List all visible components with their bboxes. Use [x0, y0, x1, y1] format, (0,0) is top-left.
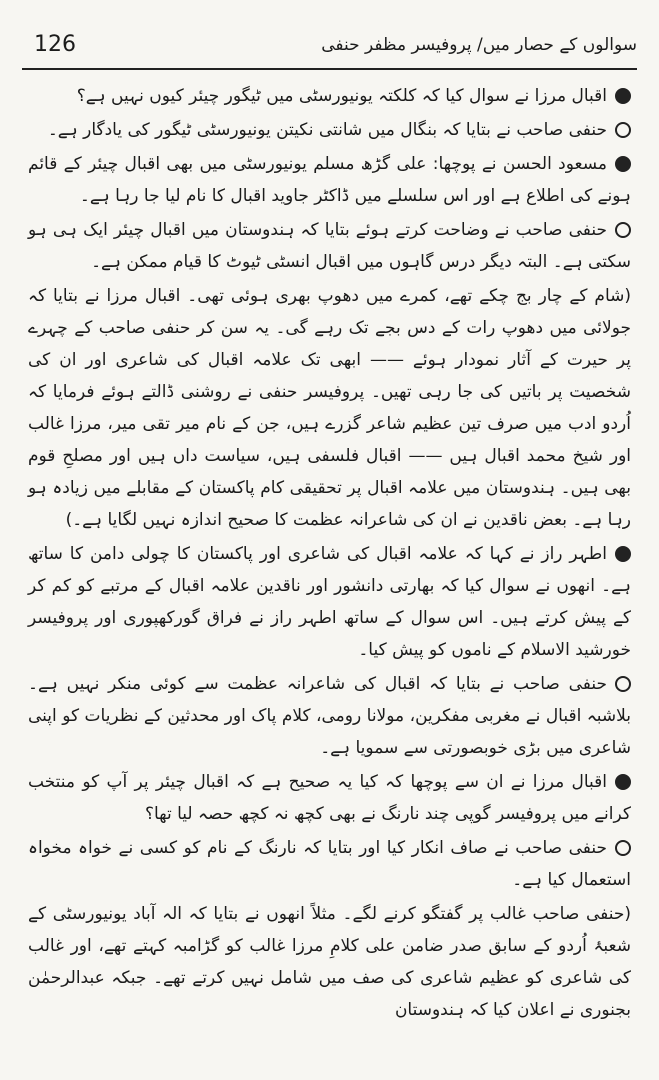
paragraph-text: اقبال مرزا نے سوال کیا کہ کلکتہ یونیورسٹی میں ٹیگور چیئر کیوں نہیں ہے؟	[76, 86, 607, 106]
header-rule	[22, 68, 637, 70]
filled-bullet-icon	[615, 156, 631, 172]
paragraph-text: حنفی صاحب نے صاف انکار کیا اور بتایا کہ نارنگ کے نام کو کسی نے خواہ مخواہ استعمال کیا ہے۔	[28, 838, 631, 890]
page-body	[28, 80, 631, 1028]
narration-paragraph	[28, 898, 631, 1026]
paragraph-text: حنفی صاحب نے بتایا کہ اقبال کی شاعرانہ عظمت سے کوئی منکر نہیں ہے۔ بلاشبہ اقبال نے مغربی مفکرین، مولانا رومی، کلام پاک اور محدثین کے نظریات کو اپنی شاعری میں بڑی خوبصورتی سے سمویا ہے۔	[28, 674, 631, 758]
answer-paragraph	[28, 832, 631, 896]
paragraph-text: اقبال مرزا نے ان سے پوچھا کہ کیا یہ صحیح ہے کہ اقبال چیئر پر آپ کو منتخب کرانے میں پروفیسر گوپی چند نارنگ نے بھی کچھ نہ کچھ حصہ لیا تھا؟	[28, 772, 631, 824]
open-bullet-icon	[615, 840, 631, 856]
filled-bullet-icon	[615, 88, 631, 104]
paragraph-text: (شام کے چار بج چکے تھے، کمرے میں دھوپ بھری ہوئی تھی۔ اقبال مرزا نے بتایا کہ جولائی میں دھوپ رات کے دس بجے تک رہے گی۔ یہ سن کر حنفی صاحب کے چہرے پر حیرت کے آثار نمودار ہوئے —— ابھی تک علامہ اقبال کی شاعری اور ان کی شخصیت پر باتیں کی جا رہی تھیں۔ پروفیسر حنفی نے روشنی ڈالتے ہوئے فرمایا کہ اُردو ادب میں صرف تین عظیم شاعر گزرے ہیں، جن کے نام میر تقی میر، مرزا غالب اور شیخ محمد اقبال ہیں —— اقبال فلسفی ہیں، سیاست داں ہیں اور مصلحِ قوم بھی ہیں۔ ہندوستان میں علامہ اقبال پر تحقیقی کام پاکستان کے مقابلے میں زیادہ ہو رہا ہے۔ بعض ناقدین نے ان کی شاعرانہ عظمت کا صحیح اندازہ نہیں لگایا ہے۔)	[28, 286, 631, 530]
answer-paragraph	[28, 214, 631, 278]
open-bullet-icon	[615, 676, 631, 692]
paragraph-text: حنفی صاحب نے وضاحت کرتے ہوئے بتایا کہ ہندوستان میں اقبال چیئر ایک ہی ہو سکتی ہے۔ البتہ دیگر درس گاہوں میں اقبال انسٹی ٹیوٹ کا قیام ممکن ہے۔	[28, 220, 631, 272]
answer-paragraph	[28, 114, 631, 146]
paragraph-text: حنفی صاحب نے بتایا کہ بنگال میں شانتی نکیتن یونیورسٹی ٹیگور کی یادگار ہے۔	[47, 120, 607, 140]
question-paragraph	[28, 766, 631, 830]
question-paragraph	[28, 80, 631, 112]
paragraph-text: (حنفی صاحب غالب پر گفتگو کرنے لگے۔ مثلاً انھوں نے بتایا کہ الہ آباد یونیورسٹی کے شعبۂ اُردو کے سابق صدر ضامن علی کلامِ مرزا غالب کو گڑامبہ کہتے تھے، اور غالب کی شاعری کو عظیم شاعری کی صف میں شامل نہیں کرتے تھے۔ جبکہ عبدالرحمٰن بجنوری نے اعلان کیا کہ ہندوستان	[28, 904, 631, 1020]
narration-paragraph	[28, 280, 631, 536]
filled-bullet-icon	[615, 546, 631, 562]
paragraph-text: اطہر راز نے کہا کہ علامہ اقبال کی شاعری اور پاکستان کا چولی دامن کا ساتھ ہے۔ انھوں نے سوال کیا کہ بھارتی دانشور اور ناقدین علامہ اقبال کے مرتبے کو کم کر کے پیش کرتے ہیں۔ اس سوال کے ساتھ اطہر راز نے فراق گورکھپوری اور پروفیسر خورشید الاسلام کے ناموں کو پیش کیا۔	[28, 544, 631, 660]
question-paragraph	[28, 148, 631, 212]
filled-bullet-icon	[615, 774, 631, 790]
page-number: 126	[34, 32, 76, 57]
page-header	[22, 30, 637, 64]
open-bullet-icon	[615, 222, 631, 238]
question-paragraph	[28, 538, 631, 666]
paragraph-text: مسعود الحسن نے پوچھا: علی گڑھ مسلم یونیورسٹی میں بھی اقبال چیئر کے قائم ہونے کی اطلاع ہے اور اس سلسلے میں ڈاکٹر جاوید اقبال کا نام لیا جا رہا ہے۔	[28, 154, 631, 206]
open-bullet-icon	[615, 122, 631, 138]
running-title: سوالوں کے حصار میں/ پروفیسر مظفر حنفی	[321, 35, 637, 55]
answer-paragraph	[28, 668, 631, 764]
